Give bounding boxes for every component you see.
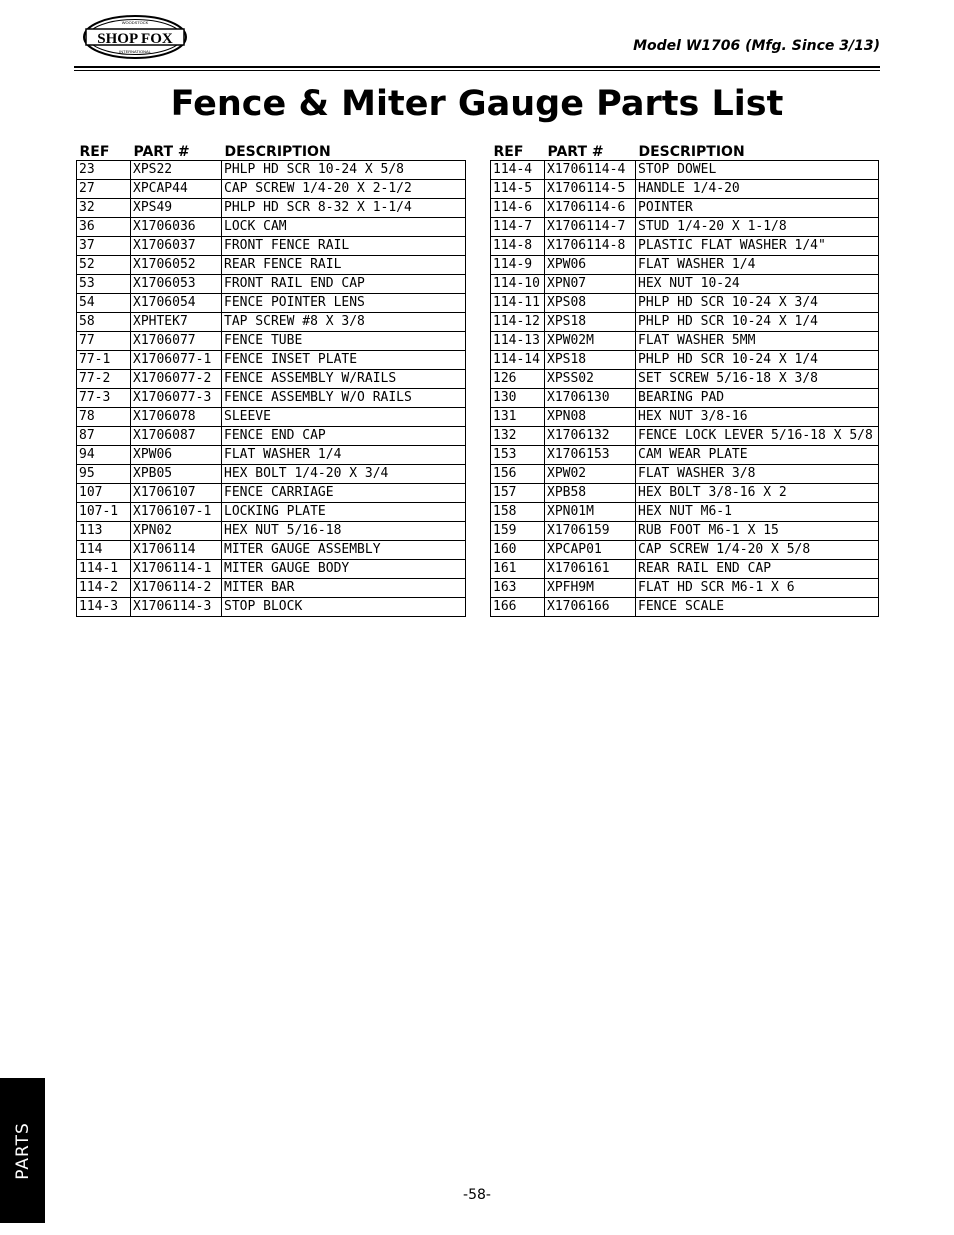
description-cell: PHLP HD SCR 10-24 X 5/8 [222,161,466,180]
table-row [491,465,879,484]
part-number-cell: X1706114-4 [545,161,636,180]
description-cell: CAP SCREW 1/4-20 X 5/8 [636,541,879,560]
part-number-cell: X1706078 [131,408,222,427]
ref-cell: 32 [77,199,131,218]
description-cell: HEX BOLT 3/8-16 X 2 [636,484,879,503]
ref-cell: 77-3 [77,389,131,408]
ref-cell: 95 [77,465,131,484]
description-cell: STOP DOWEL [636,161,879,180]
ref-cell: 156 [491,465,545,484]
description-cell: STOP BLOCK [222,598,466,617]
table-row [77,522,466,541]
part-number-cell: X1706077-3 [131,389,222,408]
ref-cell: 157 [491,484,545,503]
svg-text:INTERNATIONAL: INTERNATIONAL [119,49,151,54]
description-cell: REAR RAIL END CAP [636,560,879,579]
table-row [491,275,879,294]
description-cell: REAR FENCE RAIL [222,256,466,275]
part-number-cell: XPS18 [545,313,636,332]
table-row [491,541,879,560]
table-row [491,484,879,503]
part-number-cell: XPSS02 [545,370,636,389]
table-row [77,465,466,484]
ref-cell: 114-9 [491,256,545,275]
description-cell: HEX NUT M6-1 [636,503,879,522]
description-cell: RUB FOOT M6-1 X 15 [636,522,879,541]
part-number-cell: XPW06 [545,256,636,275]
shop-fox-logo [82,14,188,60]
description-cell: MITER GAUGE ASSEMBLY [222,541,466,560]
part-number-cell: X1706053 [131,275,222,294]
table-row [77,180,466,199]
description-cell: LOCK CAM [222,218,466,237]
table-row [491,408,879,427]
description-cell: FLAT WASHER 1/4 [222,446,466,465]
part-number-cell: X1706054 [131,294,222,313]
description-cell: CAP SCREW 1/4-20 X 2-1/2 [222,180,466,199]
table-row [77,560,466,579]
description-cell: MITER BAR [222,579,466,598]
table-row [491,503,879,522]
part-number-cell: XPCAP44 [131,180,222,199]
section-tab-label: PARTS [12,1121,33,1180]
ref-cell: 153 [491,446,545,465]
ref-cell: 107 [77,484,131,503]
description-cell: SLEEVE [222,408,466,427]
ref-cell: 163 [491,579,545,598]
ref-cell: 114-8 [491,237,545,256]
table-row [491,332,879,351]
description-cell: TAP SCREW #8 X 3/8 [222,313,466,332]
table-row [77,446,466,465]
table-row [77,370,466,389]
table-row [77,484,466,503]
ref-cell: 126 [491,370,545,389]
part-number-cell: X1706114 [131,541,222,560]
part-number-cell: X1706132 [545,427,636,446]
svg-text:SHOP FOX: SHOP FOX [97,31,173,47]
description-cell: PHLP HD SCR 10-24 X 1/4 [636,313,879,332]
page-title: Fence & Miter Gauge Parts List [170,84,784,124]
ref-cell: 130 [491,389,545,408]
table-row [491,218,879,237]
table-row [77,598,466,617]
table-row [491,161,879,180]
table-row [491,598,879,617]
ref-cell: 114-2 [77,579,131,598]
part-number-cell: XPN07 [545,275,636,294]
table-row [77,256,466,275]
table-row [491,294,879,313]
part-number-cell: XPW02 [545,465,636,484]
part-number-cell: X1706114-2 [131,579,222,598]
part-number-cell: XPN02 [131,522,222,541]
part-number-cell: XPS22 [131,161,222,180]
part-number-cell: XPB58 [545,484,636,503]
part-number-cell: XPS18 [545,351,636,370]
table-row [77,237,466,256]
ref-cell: 132 [491,427,545,446]
table-row [77,313,466,332]
page-number: -58- [463,1187,491,1203]
part-number-cell: X1706166 [545,598,636,617]
parts-table-left [76,140,466,617]
description-cell: FENCE LOCK LEVER 5/16-18 X 5/8 [636,427,879,446]
table-row [77,579,466,598]
part-number-cell: X1706052 [131,256,222,275]
table-row [491,389,879,408]
table-row [77,503,466,522]
description-cell: FRONT FENCE RAIL [222,237,466,256]
ref-cell: 77-1 [77,351,131,370]
ref-cell: 114-11 [491,294,545,313]
model-line: Model W1706 (Mfg. Since 3/13) [633,38,880,54]
part-number-cell: X1706114-6 [545,199,636,218]
table-row [77,218,466,237]
column-header-description: DESCRIPTION [638,144,745,160]
table-row [491,579,879,598]
header-rule [74,66,880,68]
part-number-cell: X1706153 [545,446,636,465]
part-number-cell: XPW06 [131,446,222,465]
description-cell: HEX BOLT 1/4-20 X 3/4 [222,465,466,484]
table-row [491,180,879,199]
part-number-cell: XPFH9M [545,579,636,598]
part-number-cell: XPHTEK7 [131,313,222,332]
table-row [491,237,879,256]
column-header-part: PART # [547,144,604,160]
table-row [77,541,466,560]
column-header-part: PART # [133,144,190,160]
ref-cell: 160 [491,541,545,560]
ref-cell: 37 [77,237,131,256]
table-row [77,389,466,408]
part-number-cell: XPS08 [545,294,636,313]
description-cell: FRONT RAIL END CAP [222,275,466,294]
description-cell: LOCKING PLATE [222,503,466,522]
ref-cell: 114 [77,541,131,560]
ref-cell: 23 [77,161,131,180]
table-row [77,332,466,351]
ref-cell: 114-3 [77,598,131,617]
ref-cell: 166 [491,598,545,617]
ref-cell: 114-4 [491,161,545,180]
part-number-cell: X1706107-1 [131,503,222,522]
table-row [77,199,466,218]
part-number-cell: XPN01M [545,503,636,522]
part-number-cell: X1706077 [131,332,222,351]
ref-cell: 159 [491,522,545,541]
part-number-cell: XPB05 [131,465,222,484]
ref-cell: 36 [77,218,131,237]
column-header-ref: REF [79,144,110,160]
table-row [491,313,879,332]
part-number-cell: X1706077-2 [131,370,222,389]
part-number-cell: X1706114-8 [545,237,636,256]
part-number-cell: X1706077-1 [131,351,222,370]
header-rule-thin [74,70,880,71]
ref-cell: 131 [491,408,545,427]
part-number-cell: X1706114-5 [545,180,636,199]
ref-cell: 114-1 [77,560,131,579]
ref-cell: 113 [77,522,131,541]
description-cell: STUD 1/4-20 X 1-1/8 [636,218,879,237]
ref-cell: 58 [77,313,131,332]
description-cell: HEX NUT 3/8-16 [636,408,879,427]
part-number-cell: X1706130 [545,389,636,408]
description-cell: HEX NUT 10-24 [636,275,879,294]
description-cell: FLAT WASHER 1/4 [636,256,879,275]
description-cell: FENCE SCALE [636,598,879,617]
part-number-cell: X1706037 [131,237,222,256]
description-cell: FENCE CARRIAGE [222,484,466,503]
table-row [491,256,879,275]
description-cell: FENCE ASSEMBLY W/RAILS [222,370,466,389]
table-row [491,370,879,389]
ref-cell: 114-6 [491,199,545,218]
description-cell: PHLP HD SCR 10-24 X 1/4 [636,351,879,370]
ref-cell: 94 [77,446,131,465]
description-cell: CAM WEAR PLATE [636,446,879,465]
description-cell: PLASTIC FLAT WASHER 1/4" [636,237,879,256]
ref-cell: 78 [77,408,131,427]
description-cell: FLAT WASHER 3/8 [636,465,879,484]
description-cell: FENCE POINTER LENS [222,294,466,313]
table-row [77,294,466,313]
part-number-cell: X1706107 [131,484,222,503]
description-cell: FENCE INSET PLATE [222,351,466,370]
table-row [491,560,879,579]
part-number-cell: XPN08 [545,408,636,427]
table-row [491,427,879,446]
description-cell: PHLP HD SCR 10-24 X 3/4 [636,294,879,313]
table-row [77,161,466,180]
part-number-cell: X1706161 [545,560,636,579]
part-number-cell: X1706159 [545,522,636,541]
ref-cell: 114-5 [491,180,545,199]
parts-table-right [490,140,879,617]
part-number-cell: XPCAP01 [545,541,636,560]
ref-cell: 114-13 [491,332,545,351]
ref-cell: 77 [77,332,131,351]
ref-cell: 161 [491,560,545,579]
description-cell: FENCE ASSEMBLY W/O RAILS [222,389,466,408]
table-row [491,351,879,370]
ref-cell: 107-1 [77,503,131,522]
table-row [491,446,879,465]
description-cell: HEX NUT 5/16-18 [222,522,466,541]
ref-cell: 114-14 [491,351,545,370]
table-row [491,522,879,541]
description-cell: FLAT WASHER 5MM [636,332,879,351]
table-row [77,351,466,370]
description-cell: FENCE TUBE [222,332,466,351]
svg-text:WOODSTOCK: WOODSTOCK [121,20,149,25]
table-row [491,199,879,218]
ref-cell: 114-10 [491,275,545,294]
part-number-cell: X1706087 [131,427,222,446]
description-cell: PHLP HD SCR 8-32 X 1-1/4 [222,199,466,218]
part-number-cell: X1706036 [131,218,222,237]
part-number-cell: XPS49 [131,199,222,218]
ref-cell: 54 [77,294,131,313]
part-number-cell: XPW02M [545,332,636,351]
ref-cell: 87 [77,427,131,446]
ref-cell: 77-2 [77,370,131,389]
ref-cell: 53 [77,275,131,294]
description-cell: POINTER [636,199,879,218]
table-row [77,408,466,427]
description-cell: FLAT HD SCR M6-1 X 6 [636,579,879,598]
description-cell: BEARING PAD [636,389,879,408]
column-header-ref: REF [493,144,524,160]
ref-cell: 114-12 [491,313,545,332]
description-cell: FENCE END CAP [222,427,466,446]
ref-cell: 27 [77,180,131,199]
part-number-cell: X1706114-3 [131,598,222,617]
part-number-cell: X1706114-7 [545,218,636,237]
table-row [77,427,466,446]
description-cell: HANDLE 1/4-20 [636,180,879,199]
ref-cell: 114-7 [491,218,545,237]
table-row [77,275,466,294]
description-cell: MITER GAUGE BODY [222,560,466,579]
description-cell: SET SCREW 5/16-18 X 3/8 [636,370,879,389]
ref-cell: 52 [77,256,131,275]
ref-cell: 158 [491,503,545,522]
column-header-description: DESCRIPTION [224,144,331,160]
part-number-cell: X1706114-1 [131,560,222,579]
